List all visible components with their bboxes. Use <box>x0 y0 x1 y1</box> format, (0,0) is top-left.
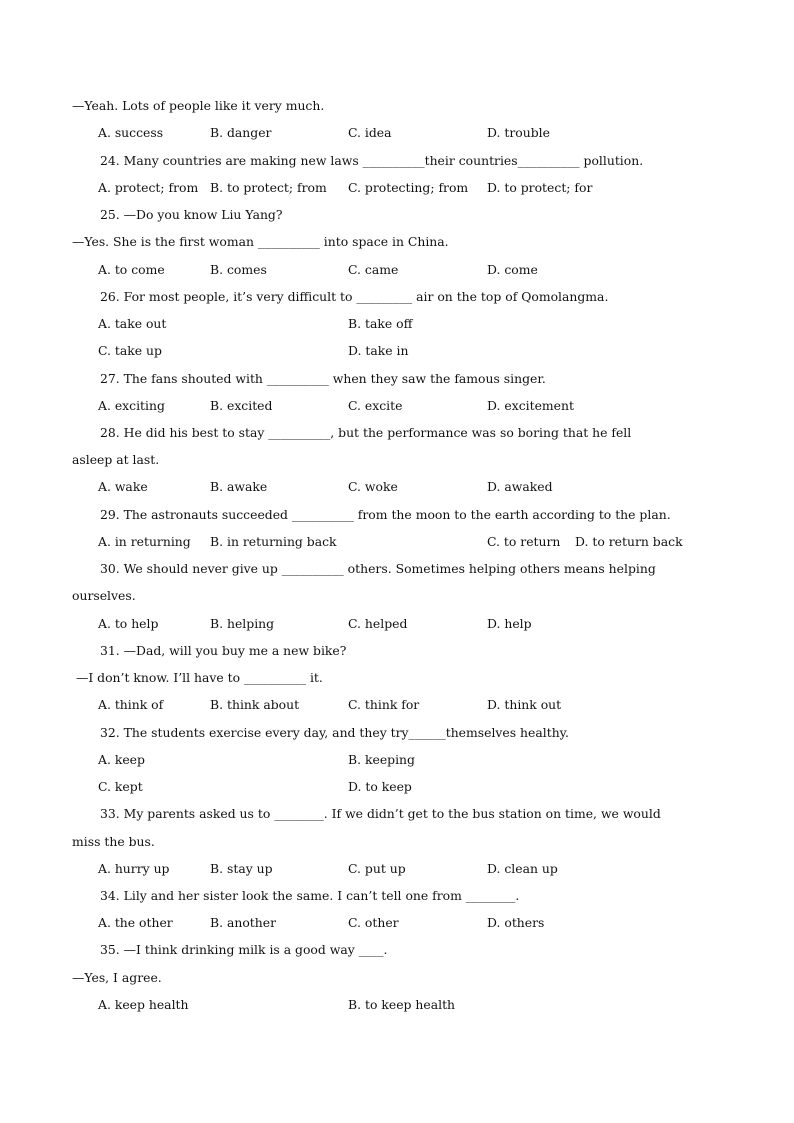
q28-stem-continued: asleep at last. <box>72 452 160 467</box>
q30-stem: 30. We should never give up __________ others. Sometimes helping others means helping <box>100 561 656 576</box>
q30-option-d: D. help <box>487 616 532 631</box>
q26-option-c: C. take up <box>98 343 162 358</box>
q35-option-a: A. keep health <box>98 997 189 1012</box>
q26-option-a: A. take out <box>98 316 167 331</box>
q26-option-b: B. take off <box>348 316 413 331</box>
q24-option-c: C. protecting; from <box>348 180 469 195</box>
q32-option-c: C. kept <box>98 779 143 794</box>
q29-option-b: B. in returning back <box>210 534 337 549</box>
q23-option-c: C. idea <box>348 125 392 140</box>
q34-option-b: B. another <box>210 915 277 930</box>
q30-option-a: A. to help <box>98 616 159 631</box>
q33-option-c: C. put up <box>348 861 406 876</box>
q31-option-b: B. think about <box>210 697 300 712</box>
q30-option-b: B. helping <box>210 616 275 631</box>
q28-option-d: D. awaked <box>487 479 553 494</box>
q27-option-a: A. exciting <box>98 398 165 413</box>
q23-option-b: B. danger <box>210 125 272 140</box>
q25-option-b: B. comes <box>210 262 267 277</box>
q34-option-c: C. other <box>348 915 399 930</box>
q23-option-d: D. trouble <box>487 125 550 140</box>
q34-option-a: A. the other <box>98 915 173 930</box>
q27-option-d: D. excitement <box>487 398 574 413</box>
q33-option-d: D. clean up <box>487 861 558 876</box>
q24-option-d: D. to protect; for <box>487 180 593 195</box>
q35-option-b: B. to keep health <box>348 997 456 1012</box>
q25-option-a: A. to come <box>98 262 165 277</box>
q28-option-a: A. wake <box>98 479 148 494</box>
q33-option-b: B. stay up <box>210 861 273 876</box>
q26-option-d: D. take in <box>348 343 409 358</box>
q33-stem-continued: miss the bus. <box>72 834 155 849</box>
q31-option-a: A. think of <box>98 697 164 712</box>
q29-option-a: A. in returning <box>98 534 191 549</box>
q23-dialog-line: —Yeah. Lots of people like it very much. <box>72 98 325 113</box>
q23-option-a: A. success <box>98 125 164 140</box>
q24-stem: 24. Many countries are making new laws __________their countries__________ pollution. <box>100 153 644 168</box>
q25-stem: 25. —Do you know Liu Yang? <box>100 207 283 222</box>
q34-option-d: D. others <box>487 915 545 930</box>
q28-option-b: B. awake <box>210 479 268 494</box>
q25-answer-line: —Yes. She is the first woman __________ into space in China. <box>72 234 449 249</box>
q31-option-c: C. think for <box>348 697 420 712</box>
q29-stem: 29. The astronauts succeeded __________ from the moon to the earth according to the plan. <box>100 507 671 522</box>
q32-stem: 32. The students exercise every day, and they try______themselves healthy. <box>100 725 569 740</box>
q35-answer-line: —Yes, I agree. <box>72 970 162 985</box>
q31-stem: 31. —Dad, will you buy me a new bike? <box>100 643 347 658</box>
q27-option-c: C. excite <box>348 398 403 413</box>
q28-option-c: C. woke <box>348 479 398 494</box>
q33-option-a: A. hurry up <box>98 861 170 876</box>
q34-stem: 34. Lily and her sister look the same. I can’t tell one from ________. <box>100 888 520 903</box>
q31-option-d: D. think out <box>487 697 562 712</box>
q29-option-c: C. to return <box>487 534 561 549</box>
q31-answer-line: —I don’t know. I’ll have to __________ it. <box>72 670 323 685</box>
q30-option-c: C. helped <box>348 616 408 631</box>
q24-option-a: A. protect; from <box>98 180 199 195</box>
q28-stem: 28. He did his best to stay __________, but the performance was so boring that he fell <box>100 425 632 440</box>
q32-option-b: B. keeping <box>348 752 415 767</box>
q26-stem: 26. For most people, it’s very difficult to _________ air on the top of Qomolangma. <box>100 289 609 304</box>
q27-option-b: B. excited <box>210 398 273 413</box>
q27-stem: 27. The fans shouted with __________ when they saw the famous singer. <box>100 371 546 386</box>
q30-stem-continued: ourselves. <box>72 588 136 603</box>
q24-option-b: B. to protect; from <box>210 180 327 195</box>
q25-option-c: C. came <box>348 262 399 277</box>
q29-option-d: D. to return back <box>575 534 683 549</box>
q25-option-d: D. come <box>487 262 538 277</box>
q33-stem: 33. My parents asked us to ________. If we didn’t get to the bus station on time, we would <box>100 806 661 821</box>
q35-stem: 35. —I think drinking milk is a good way ____. <box>100 942 388 957</box>
q32-option-a: A. keep <box>98 752 145 767</box>
q32-option-d: D. to keep <box>348 779 412 794</box>
